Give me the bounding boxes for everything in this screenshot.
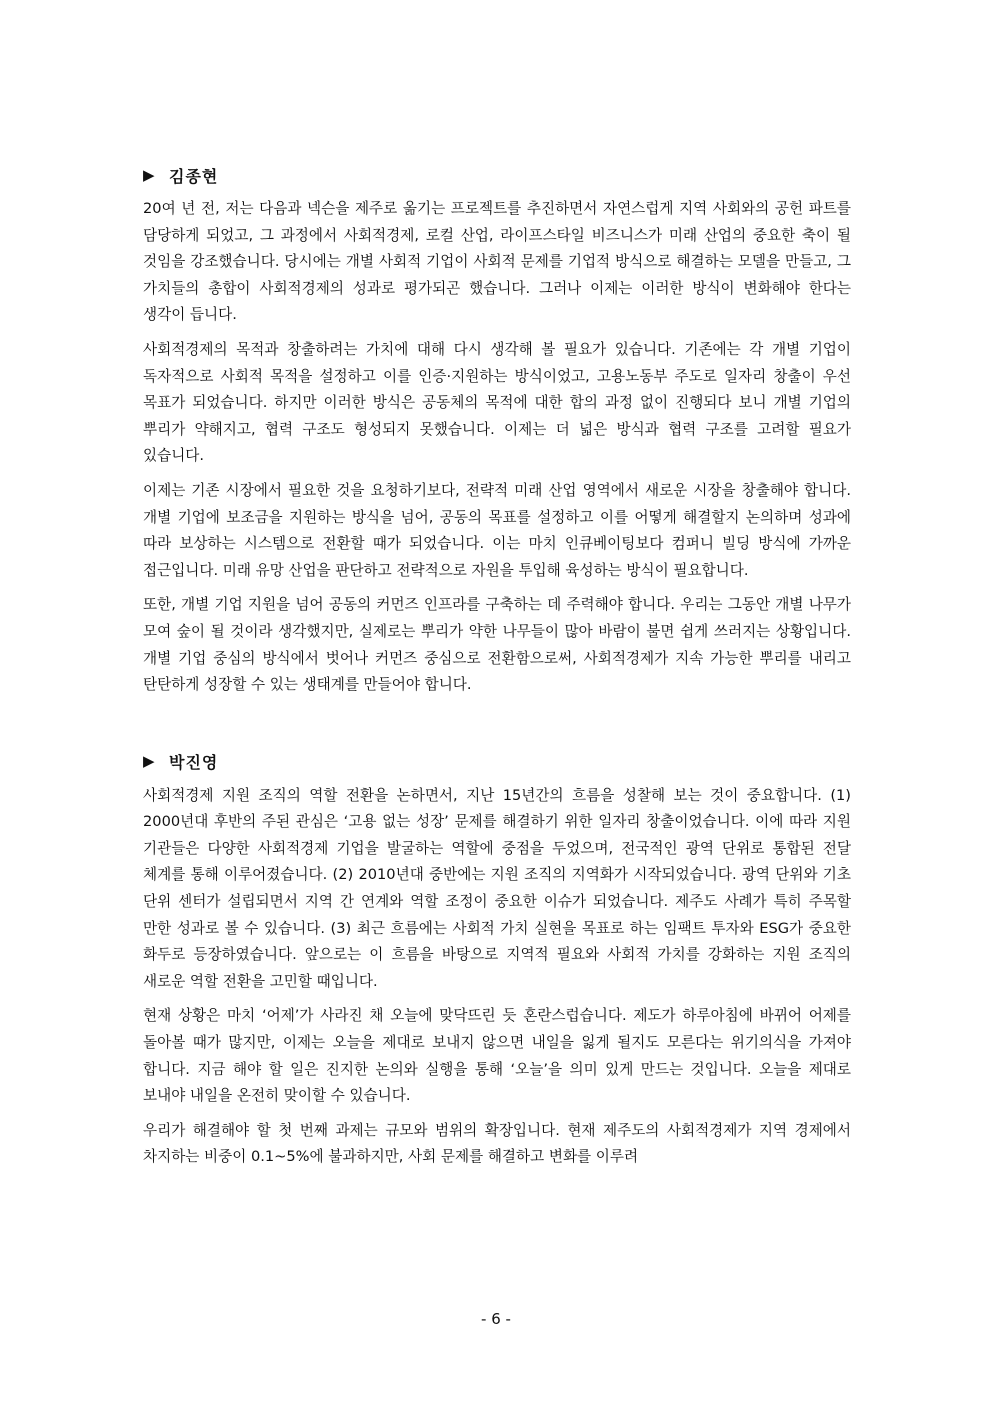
section-kim-jong-hyun [143, 158, 851, 699]
paragraph: 현재 상황은 마치 ‘어제’가 사라진 채 오늘에 맞닥뜨린 듯 혼란스럽습니다. 제도가 하루아침에 바뀌어 어제를 돌아볼 때가 많지만, 이제는 오늘을 제대로 보내지 않으면 내일을 잃게 될지도 모른다는 위기의식을 가져야 합니다. 지금 해야 할 일은 진지한 논의와 실행을 통해 ‘오늘’을 의미 있게 만드는 것입니다. 오늘을 제대로 보내야 내일을 온전히 맞이할 수 있습니다. [143, 1007, 851, 1105]
speaker-heading [143, 745, 851, 779]
section-park-jin-young [143, 745, 851, 1171]
section-spacer [143, 707, 851, 745]
speaker-heading [143, 158, 851, 192]
document-body [143, 158, 851, 1179]
speaker-name: 김종현 [169, 166, 219, 186]
paragraph: 또한, 개별 기업 지원을 넘어 공동의 커먼즈 인프라를 구축하는 데 주력해야 합니다. 우리는 그동안 개별 나무가 모여 숲이 될 것이라 생각했지만, 실제로는 뿌리가 약한 나무들이 많아 바람이 불면 쉽게 쓰러지는 상황입니다. 개별 기업 중심의 방식에서 벗어나 커먼즈 중심으로 전환함으로써, 사회적경제가 지속 가능한 뿌리를 내리고 탄탄하게 성장할 수 있는 생태계를 만들어야 합니다. [143, 596, 851, 694]
paragraph: 사회적경제의 목적과 창출하려는 가치에 대해 다시 생각해 볼 필요가 있습니다. 기존에는 각 개별 기업이 독자적으로 사회적 목적을 설정하고 이를 인증·지원하는 방식이었고, 고용노동부 주도로 일자리 창출이 우선 목표가 되었습니다. 하지만 이러한 방식은 공동체의 목적에 대한 합의 과정 없이 진행되다 보니 개별 기업의 뿌리가 약해지고, 협력 구조도 형성되지 못했습니다. 이제는 더 넓은 방식과 협력 구조를 고려할 필요가 있습니다. [143, 340, 851, 465]
triangle-bullet-icon: ▶ [143, 165, 155, 184]
paragraph: 사회적경제 지원 조직의 역할 전환을 논하면서, 지난 15년간의 흐름을 성찰해 보는 것이 중요합니다. (1) 2000년대 후반의 주된 관심은 ‘고용 없는 성장’ 문제를 해결하기 위한 일자리 창출이었습니다. 이에 따라 지원 기관들은 다양한 사회적경제 기업을 발굴하는 역할에 중점을 두었으며, 전국적인 광역 단위로 통합된 전달 체계를 통해 이루어졌습니다. (2) 2010년대 중반에는 지원 조직의 지역화가 시작되었습니다. 광역 단위와 기초 단위 센터가 설립되면서 지역 간 연계와 역할 조정이 중요한 이슈가 되었습니다. 제주도 사례가 특히 주목할 만한 성과로 볼 수 있습니다. (3) 최근 흐름에는 사회적 가치 실현을 목표로 하는 임팩트 투자와 ESG가 중요한 화두로 등장하였습니다. 앞으로는 이 흐름을 바탕으로 지역적 필요와 사회적 가치를 강화하는 지원 조직의 새로운 역할 전환을 고민할 때입니다. [143, 786, 851, 990]
paragraph: 20여 년 전, 저는 다음과 넥슨을 제주로 옮기는 프로젝트를 추진하면서 자연스럽게 지역 사회와의 공헌 파트를 담당하게 되었고, 그 과정에서 사회적경제, 로컬 산업, 라이프스타일 비즈니스가 미래 산업의 중요한 축이 될 것임을 강조했습니다. 당시에는 개별 사회적 기업이 사회적 문제를 기업적 방식으로 해결하는 모델을 만들고, 그 가치들의 총합이 사회적경제의 성과로 평가되곤 했습니다. 그러나 이제는 이러한 방식이 변화해야 한다는 생각이 듭니다. [143, 200, 851, 324]
triangle-bullet-icon: ▶ [143, 752, 155, 771]
paragraph: 우리가 해결해야 할 첫 번째 과제는 규모와 범위의 확장입니다. 현재 제주도의 사회적경제가 지역 경제에서 차지하는 비중이 0.1~5%에 불과하지만, 사회 문제를 해결하고 변화를 이루려 [143, 1121, 851, 1166]
speaker-name: 박진영 [169, 753, 219, 773]
page-number: - 6 - [481, 1310, 511, 1328]
paragraph: 이제는 기존 시장에서 필요한 것을 요청하기보다, 전략적 미래 산업 영역에서 새로운 시장을 창출해야 합니다. 개별 기업에 보조금을 지원하는 방식을 넘어, 공동의 목표를 설정하고 이를 어떻게 해결할지 논의하며 성과에 따라 보상하는 시스템으로 전환할 때가 되었습니다. 이는 마치 인큐베이팅보다 컴퍼니 빌딩 방식에 가까운 접근입니다. 미래 유망 산업을 판단하고 전략적으로 자원을 투입해 육성하는 방식이 필요합니다. [143, 481, 851, 579]
